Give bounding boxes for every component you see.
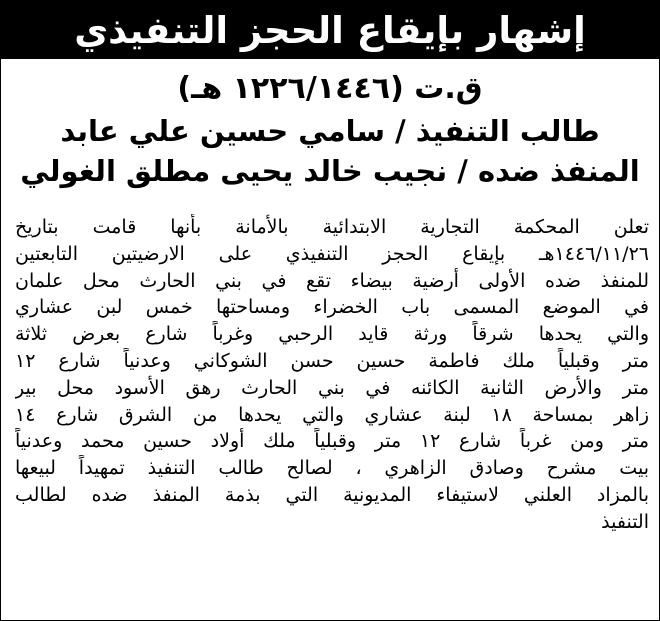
body-line: في الموضع المسمى باب الخضراء ومساحتها خمس لبن عشاري xyxy=(15,296,649,319)
applicant-line: طالب التنفيذ / سامي حسين علي عابد xyxy=(60,114,600,148)
notice-header xyxy=(1,67,659,191)
body-line: بالمزاد العلني لاستيفاء المديونية التي بذمة المنفذ ضده لطالب xyxy=(15,483,649,506)
body-line: متر وقبلياً ملك فاطمة حسين حسن الشوكاني وعدنياً شارع ١٢ xyxy=(15,349,649,372)
body-line: تعلن المحكمة التجارية الابتدائية بالأمانة بأنها قامت بتاريخ xyxy=(15,216,649,238)
body-line: متر والأرض الثانية الكائنه في بني الحارث رهق الأسود محل بير xyxy=(15,376,649,399)
notice-title: إشهار بإيقاع الحجز التنفيذي xyxy=(1,1,659,59)
body-line: والتي يحدها شرقاً ورثة قايد الرحبي وغرباً شارع بعرض ثلاثة xyxy=(15,323,649,346)
case-number: ق.ت (١٢٢٦/١٤٤٦ هـ) xyxy=(177,71,483,106)
body-line: بيت مشرح وصادق الزاهري ، لصالح طالب التنفيذ تمهيداً لبيعها xyxy=(15,457,649,480)
body-line: التنفيذ xyxy=(601,510,649,533)
body-line: زاهر بمساحة ١٨ لبنة عشاري والتي يحدها من الشرق شارع ١٤ xyxy=(15,403,649,426)
body-line: متر ومن غرباً شارع ١٢ متر وقبلياً ملك أولاد حسين محمد وعدنياً xyxy=(15,430,649,453)
notice-body xyxy=(15,214,649,536)
respondent-line: المنفذ ضده / نجيب خالد يحيى مطلق الغولي xyxy=(20,154,640,188)
body-line: ١٤٤٦/١١/٢٦هـ بإيقاع الحجز التنفيذي على الارضيتين التابعتين xyxy=(15,242,649,265)
body-line: للمنفذ ضده الأولى أرضية بيضاء تقع في بني الحارث محل علمان xyxy=(15,269,649,292)
